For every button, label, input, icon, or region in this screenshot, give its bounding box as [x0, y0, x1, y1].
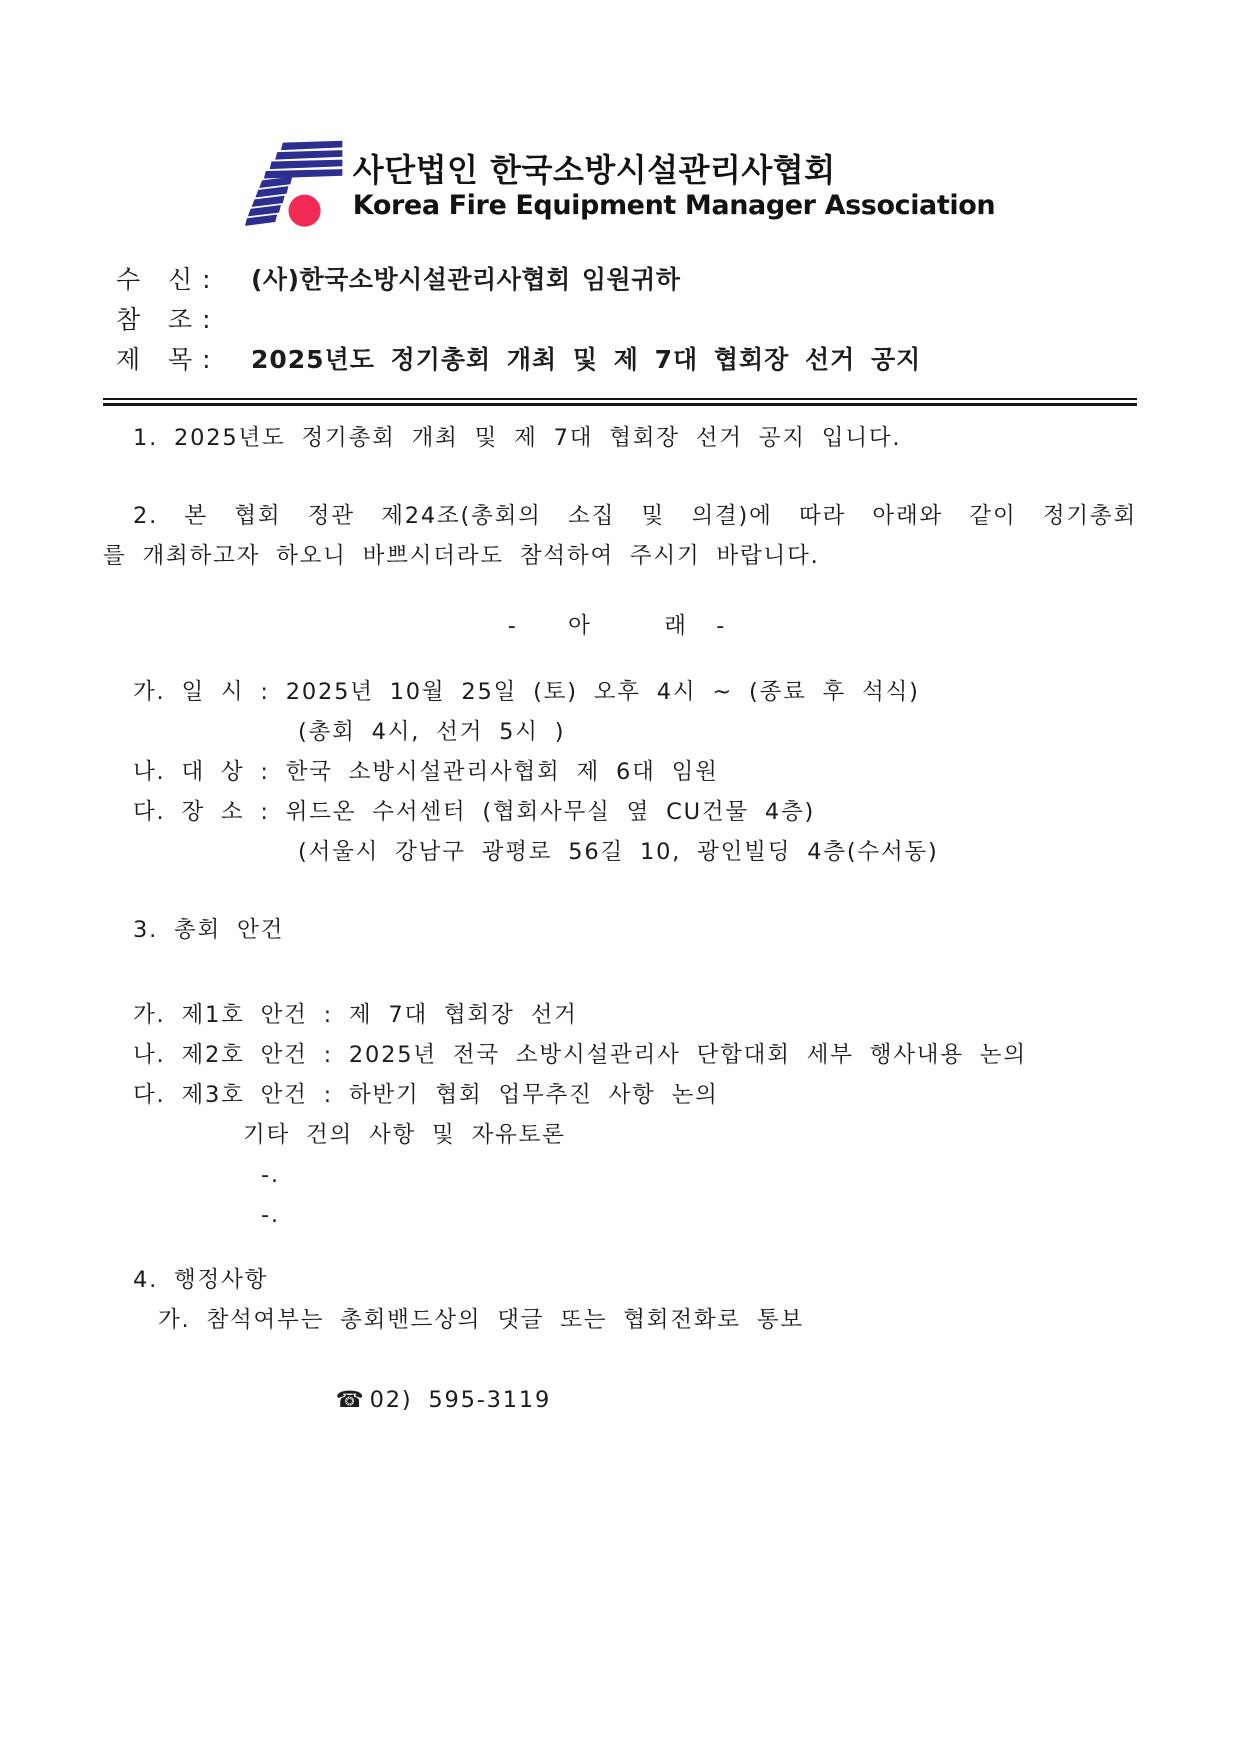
- meeting-place-line: 다. 장 소 : 위드온 수서센터 (협회사무실 옆 CU건물 4층): [133, 799, 816, 825]
- letter-body: [103, 418, 1137, 1460]
- association-logo-icon: [245, 140, 349, 236]
- phone-icon: ☎: [335, 1387, 364, 1413]
- org-name-korean: 사단법인 한국소방시설관리사협회: [352, 151, 836, 189]
- agenda-item-3: 다. 제3호 안건 : 하반기 협회 업무추진 사항 논의: [133, 1082, 719, 1108]
- subject-label: 제 목 :: [116, 345, 212, 374]
- recipient-row: [103, 260, 1137, 300]
- logo-text-block: [353, 150, 995, 222]
- meeting-details: [103, 672, 1137, 872]
- agenda-list: [103, 995, 1137, 1235]
- recipient-label: 수 신 :: [116, 265, 212, 294]
- subject-row: [103, 340, 1137, 380]
- notice-paragraph: [103, 496, 1137, 576]
- phone-line: [103, 1340, 1137, 1460]
- agenda-item-1: 가. 제1호 안건 : 제 7대 협회장 선거: [133, 1002, 578, 1028]
- notice-paragraph-line-2: 를 개최하고자 하오니 바쁘시더라도 참석하여 주시기 바랍니다.: [103, 543, 820, 569]
- meeting-date-sub-line: (총회 4시, 선거 5시 ): [298, 719, 566, 745]
- intro-paragraph: 1. 2025년도 정기총회 개최 및 제 7대 협회장 선거 공지 입니다.: [133, 425, 902, 451]
- subject-value: 2025년도 정기총회 개최 및 제 7대 협회장 선거 공지: [251, 345, 922, 374]
- association-logo: [103, 0, 1137, 236]
- admin-attendance-line: 가. 참석여부는 총회밴드상의 댓글 또는 협회전화로 통보: [158, 1307, 804, 1333]
- admin-details: [103, 1300, 1137, 1460]
- agenda-dash-2: -.: [261, 1202, 280, 1228]
- cc-label: 참 조 :: [116, 305, 212, 334]
- logo-red-dot-icon: [288, 195, 320, 227]
- notice-paragraph-line-1: 2. 본 협회 정관 제24조(총회의 소집 및 의결)에 따라 아래와 같이 정기총회: [133, 503, 1137, 529]
- agenda-item-2: 나. 제2호 안건 : 2025년 전국 소방시설관리사 단합대회 세부 행사내용 논의: [133, 1042, 1027, 1068]
- letter-header: [103, 260, 1137, 380]
- double-rule: [103, 398, 1137, 406]
- agenda-extra-line: 기타 건의 사항 및 자유토론: [243, 1122, 566, 1148]
- below-separator: - 아 래 -: [507, 613, 733, 639]
- meeting-date-line: 가. 일 시 : 2025년 10월 25일 (토) 오후 4시 ~ (종료 후 석식): [133, 679, 920, 705]
- org-name-english: Korea Fire Equipment Manager Association: [352, 190, 996, 221]
- admin-section-title: 4. 행정사항: [133, 1267, 269, 1293]
- recipient-value: (사)한국소방시설관리사협회 임원귀하: [251, 265, 681, 294]
- cc-row: [103, 300, 1137, 340]
- agenda-section-title: 3. 총회 안건: [133, 917, 285, 943]
- phone-number: 02) 595-3119: [369, 1387, 552, 1413]
- meeting-target-line: 나. 대 상 : 한국 소방시설관리사협회 제 6대 임원: [133, 759, 719, 785]
- meeting-place-sub-line: (서울시 강남구 광평로 56길 10, 광인빌딩 4층(수서동): [298, 839, 939, 865]
- agenda-dash-1: -.: [261, 1162, 280, 1188]
